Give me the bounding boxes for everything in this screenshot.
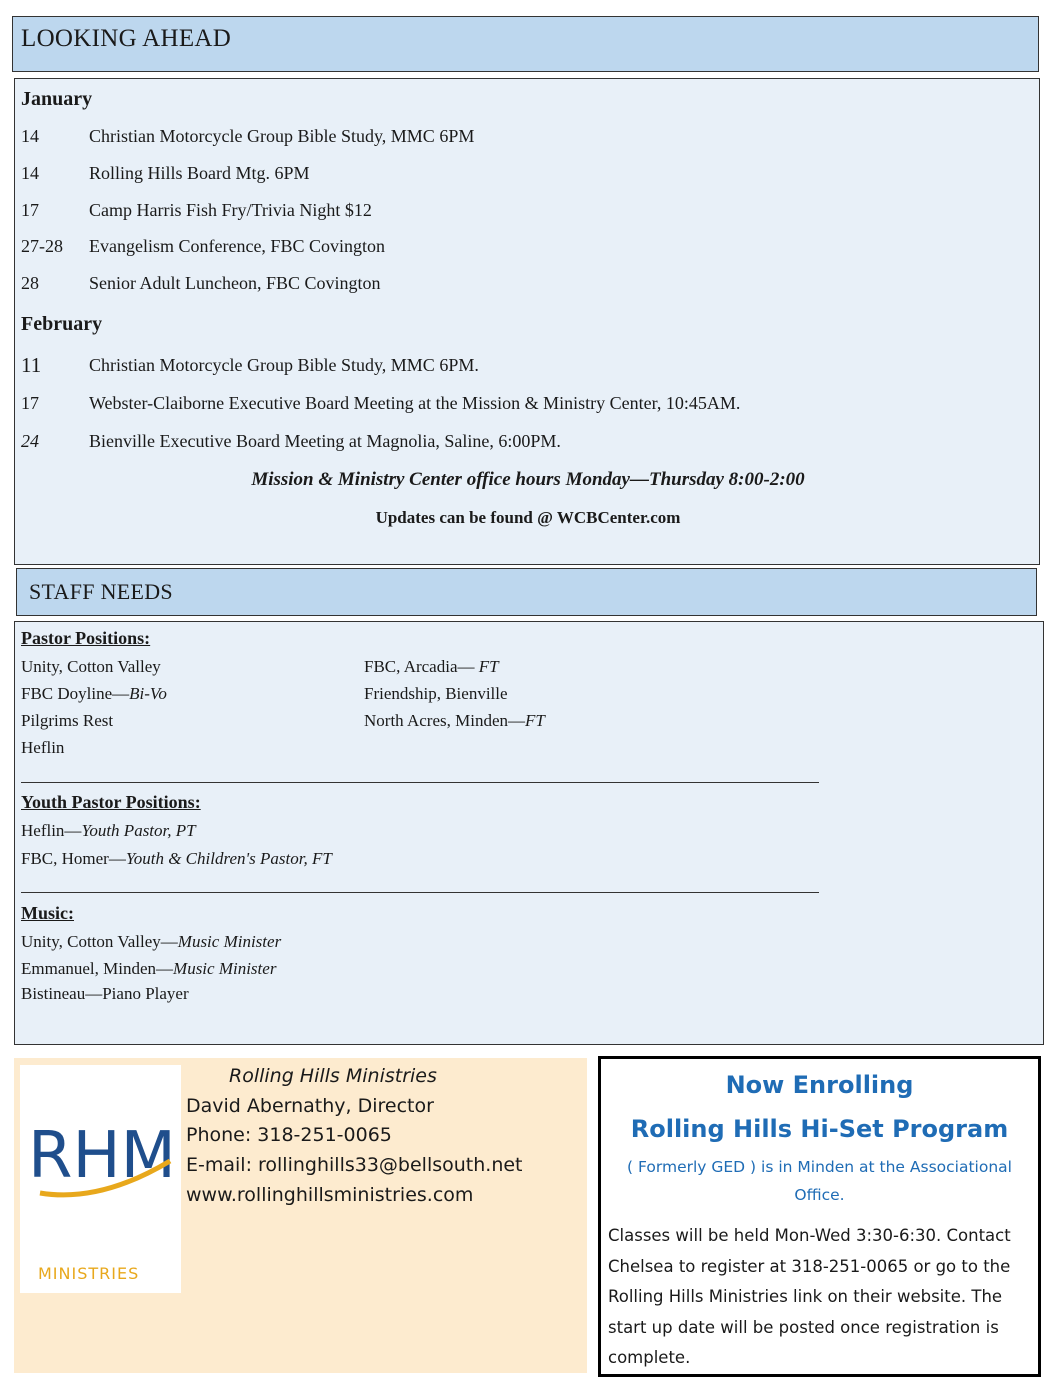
rhm-logo-letters: RHM xyxy=(28,1119,176,1193)
event-date: 17 xyxy=(21,393,39,413)
event-text: Christian Motorcycle Group Bible Study, MMC 6PM xyxy=(89,126,475,146)
rhm-director: David Abernathy, Director xyxy=(186,1095,434,1117)
event-text: Senior Adult Luncheon, FBC Covington xyxy=(89,273,381,293)
rhm-name: Rolling Hills Ministries xyxy=(229,1065,437,1087)
rhm-logo-ministries: MINISTRIES xyxy=(38,1264,140,1283)
looking-ahead-box xyxy=(14,78,1040,565)
month-february: February xyxy=(21,313,103,335)
staff-needs-header xyxy=(16,568,1037,616)
enroll-program-title: Rolling Hills Hi-Set Program xyxy=(630,1115,1009,1143)
event-date: 17 xyxy=(21,200,39,220)
staff-needs-title: STAFF NEEDS xyxy=(29,579,173,604)
rhm-email[interactable]: E-mail: rollinghills33@bellsouth.net xyxy=(186,1154,523,1176)
youth-positions-heading: Youth Pastor Positions: xyxy=(21,792,201,812)
youth-position: Heflin—Youth Pastor, PT xyxy=(21,821,196,840)
pastor-position: Unity, Cotton Valley xyxy=(21,657,161,676)
updates-note: Updates can be found @ WCBCenter.com xyxy=(375,508,681,527)
enroll-body: Classes will be held Mon-Wed 3:30-6:30. Contact Chelsea to register at 318-251-0065 or go to the Rolling Hills Ministries link on their website. The start up date will be posted once registration is complete. xyxy=(608,1226,1011,1367)
enrollment-box xyxy=(598,1056,1041,1377)
event-date: 14 xyxy=(21,163,39,183)
youth-position: FBC, Homer—Youth & Children's Pastor, FT xyxy=(21,849,332,868)
event-text: Bienville Executive Board Meeting at Magnolia, Saline, 6:00PM. xyxy=(89,431,561,451)
music-position: Unity, Cotton Valley—Music Minister xyxy=(21,932,282,951)
rhm-logo-graphic xyxy=(20,1065,181,1293)
pastor-position: FBC, Arcadia— FT xyxy=(364,657,499,676)
pastor-position: Friendship, Bienville xyxy=(364,684,508,703)
divider xyxy=(21,782,819,783)
enroll-title: Now Enrolling xyxy=(725,1071,914,1099)
pastor-position: FBC Doyline—Bi-Vo xyxy=(21,684,167,703)
music-position: Emmanuel, Minden—Music Minister xyxy=(21,959,277,978)
event-text: Camp Harris Fish Fry/Trivia Night $12 xyxy=(89,200,372,220)
event-text: Rolling Hills Board Mtg. 6PM xyxy=(89,163,310,183)
pastor-position: Pilgrims Rest xyxy=(21,711,114,730)
event-date: 24 xyxy=(21,431,39,451)
pastor-position: Heflin xyxy=(21,738,65,757)
pastor-position: North Acres, Minden—FT xyxy=(364,711,545,730)
looking-ahead-header xyxy=(12,16,1039,72)
divider xyxy=(21,892,819,893)
music-position: Bistineau—Piano Player xyxy=(21,984,189,1003)
event-date: 28 xyxy=(21,273,39,293)
pastor-positions-heading: Pastor Positions: xyxy=(21,628,151,648)
rhm-website[interactable]: www.rollinghillsministries.com xyxy=(186,1184,474,1206)
event-date: 11 xyxy=(21,353,42,377)
looking-ahead-title: LOOKING AHEAD xyxy=(21,25,232,52)
event-date: 27-28 xyxy=(21,236,63,256)
enroll-subtitle: ( Formerly GED ) is in Minden at the Associational Office. xyxy=(627,1158,1012,1204)
staff-needs-box xyxy=(14,621,1044,1045)
office-hours: Mission & Ministry Center office hours Monday—Thursday 8:00-2:00 xyxy=(251,469,805,490)
rhm-contact-panel xyxy=(14,1058,587,1373)
event-text: Christian Motorcycle Group Bible Study, MMC 6PM. xyxy=(89,355,479,375)
event-text: Evangelism Conference, FBC Covington xyxy=(89,236,385,256)
rhm-phone: Phone: 318-251-0065 xyxy=(186,1124,392,1146)
rhm-logo xyxy=(20,1065,181,1293)
event-text: Webster-Claiborne Executive Board Meeting at the Mission & Ministry Center, 10:45AM. xyxy=(89,393,741,413)
month-january: January xyxy=(21,88,93,110)
event-date: 14 xyxy=(21,126,39,146)
music-heading: Music: xyxy=(21,903,74,923)
